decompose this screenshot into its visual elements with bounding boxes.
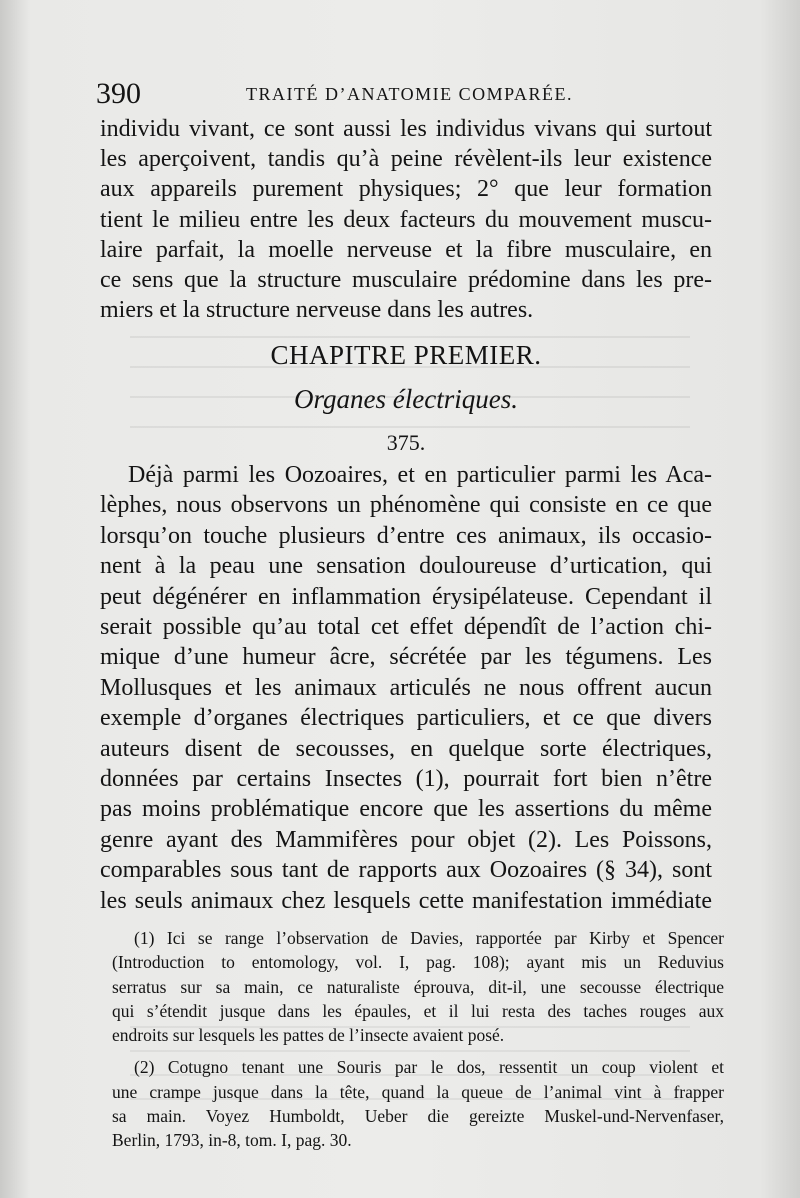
text-line: auteurs disent de secousses, en quelque sorte électriques, [100, 735, 712, 762]
text-line: pas moins problématique encore que les assertions du même [100, 796, 712, 823]
section-title: Organes électriques. [294, 384, 518, 414]
footnote-1 [112, 926, 724, 1047]
intro-paragraph [100, 114, 712, 325]
footnote-line: qui s’étendit jusque dans les épaules, et il lui resta des taches rouges aux [112, 1000, 724, 1021]
chapter-title: CHAPITRE PREMIER. [270, 340, 542, 370]
text-line: mique d’une humeur âcre, sécrétée par les tégumens. Les [100, 644, 712, 671]
running-head: TRAITÉ D’ANATOMIE COMPARÉE. [246, 84, 574, 104]
footnote-line: endroits sur lesquels les pattes de l’insecte avaient posé. [112, 1025, 505, 1046]
text-line: lorsqu’on touche plusieurs d’entre ces animaux, ils occasio- [100, 522, 712, 549]
page-number: 390 [96, 77, 141, 110]
text-line: nent à la peau une sensation douloureuse d’urtication, qui [100, 553, 712, 580]
footnote-line: Berlin, 1793, in-8, tom. I, pag. 30. [112, 1130, 352, 1151]
text-line: ce sens que la structure musculaire prédomine dans les pre- [100, 267, 712, 294]
paragraph-number: 375. [386, 430, 426, 455]
text-line: tient le milieu entre les deux facteurs du mouvement muscu- [100, 206, 712, 233]
text-line: miers et la structure nerveuse dans les autres. [100, 297, 534, 324]
footnote-line: sa main. Voyez Humboldt, Ueber die gereizte Muskel-und-Nervenfaser, [112, 1106, 724, 1127]
footnote-2 [112, 1055, 724, 1152]
text-line: les seuls animaux chez lesquels cette manifestation immédiate [100, 887, 712, 914]
text-line: les aperçoivent, tandis qu’à peine révèlent-ils leur existence [100, 146, 712, 173]
text-line: données par certains Insectes (1), pourrait fort bien n’être [100, 766, 712, 793]
footnote-line: (Introduction to entomology, vol. I, pag. 108); ayant mis un Reduvius [112, 952, 724, 973]
text-line: serait possible qu’au total cet effet dépendît de l’action chi- [100, 614, 712, 641]
text-line: aux appareils purement physiques; 2° que leur formation [100, 176, 712, 203]
text-line: exemple d’organes électriques particuliers, et ce que divers [100, 705, 712, 732]
footnote-line: serratus sur sa main, ce naturaliste éprouva, dit-il, une secousse électrique [112, 976, 724, 997]
text-line: comparables sous tant de rapports aux Oozoaires (§ 34), sont [100, 857, 712, 884]
page-header [96, 74, 736, 114]
text-line: laire parfait, la moelle nerveuse et la fibre musculaire, en [100, 236, 712, 263]
text-line: genre ayant des Mammifères pour objet (2). Les Poissons, [100, 826, 712, 853]
footnotes [112, 926, 724, 1153]
text-line: Déjà parmi les Oozoaires, et en particulier parmi les Aca- [128, 462, 712, 488]
footnote-line: une crampe jusque dans la tête, quand la queue de l’animal vint à frapper [112, 1081, 724, 1102]
text-line: peut dégénérer en inflammation érysipélateuse. Cependant il [100, 583, 712, 610]
footnote-line: (1) Ici se range l’observation de Davies, rapportée par Kirby et Spencer [134, 928, 724, 948]
show-through-texture [130, 318, 690, 438]
text-line: individu vivant, ce sont aussi les individus vivans qui surtout [100, 116, 712, 142]
text-line: Mollusques et les animaux articulés ne nous offrent aucun [100, 674, 712, 701]
text-line: lèphes, nous observons un phénomène qui consiste en ce que [100, 492, 712, 519]
footnote-line: (2) Cotugno tenant une Souris par le dos, ressentit un coup violent et [134, 1057, 724, 1078]
main-paragraph [100, 460, 712, 916]
